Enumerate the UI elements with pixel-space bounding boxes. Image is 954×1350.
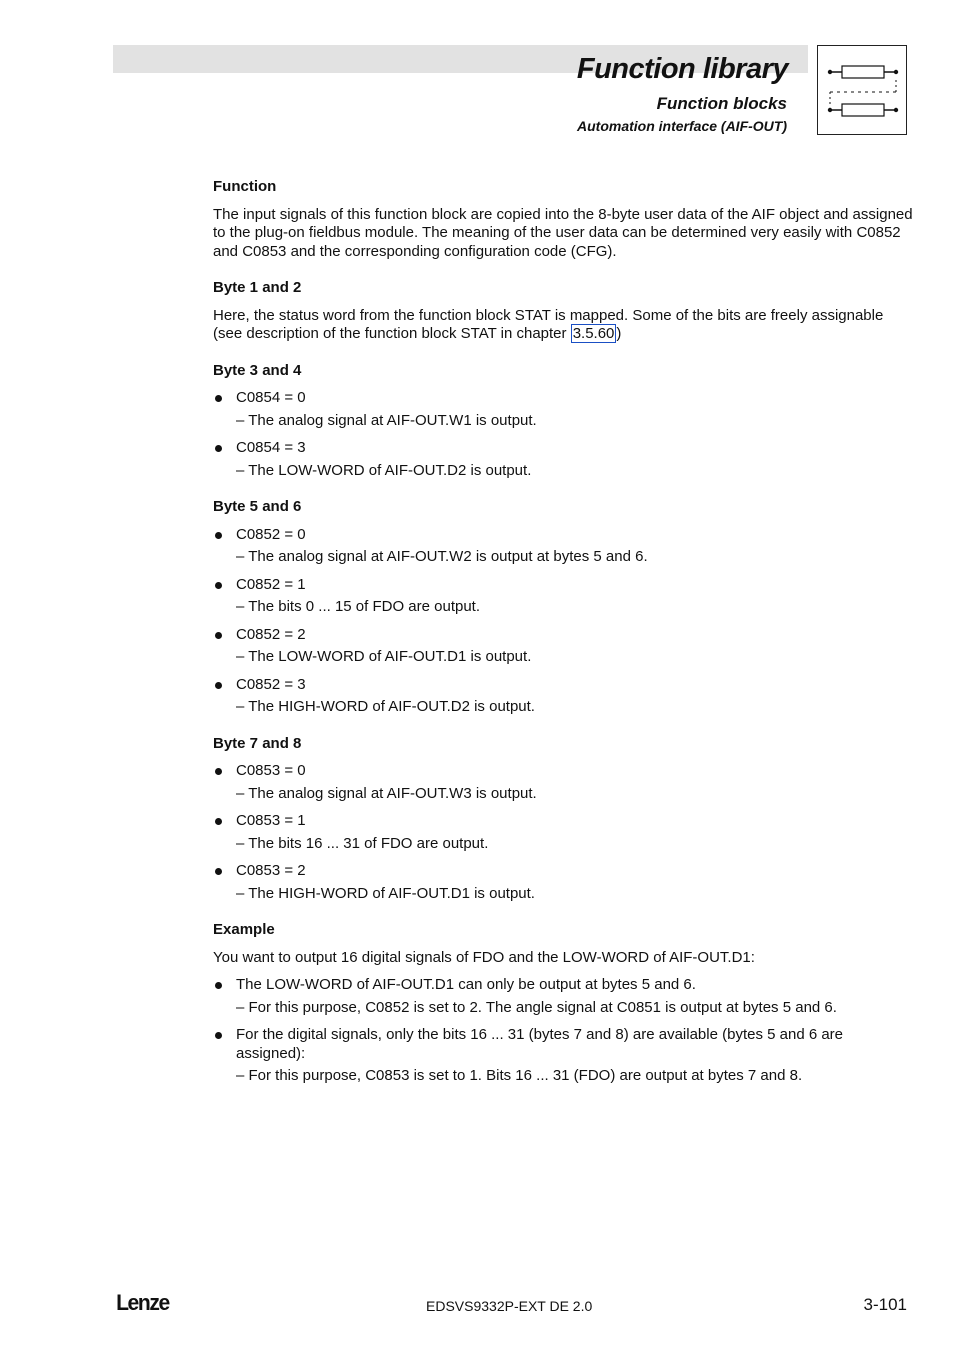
heading-byte-1-2: Byte 1 and 2	[213, 279, 302, 296]
lenze-logo: Lenze	[116, 1290, 169, 1315]
list-example	[213, 976, 913, 1086]
document-id: EDSVS9332P-EXT DE 2.0	[426, 1298, 593, 1314]
list-item: C0852 = 1 – The bits 0 ... 15 of FDO are output.	[213, 576, 913, 617]
heading-byte-5-6: Byte 5 and 6	[213, 498, 302, 515]
main-content	[213, 178, 913, 1104]
list-item: C0853 = 2 – The HIGH-WORD of AIF-OUT.D1 is output.	[213, 862, 913, 903]
heading-byte-7-8: Byte 7 and 8	[213, 734, 302, 752]
page-subtitle: Function blocks	[656, 94, 787, 113]
page-number: 3-101	[863, 1295, 907, 1314]
list-item: C0853 = 0 – The analog signal at AIF-OUT.W3 is output.	[213, 762, 913, 803]
list-byte-7-8	[213, 762, 913, 903]
paragraph-example: You want to output 16 digital signals of FDO and the LOW-WORD of AIF-OUT.D1:	[213, 948, 755, 966]
chapter-link[interactable]: 3.5.60	[572, 325, 615, 342]
list-byte-3-4	[213, 389, 913, 480]
list-byte-5-6	[213, 526, 913, 717]
heading-byte-3-4: Byte 3 and 4	[213, 361, 302, 379]
heading-function: Function	[213, 178, 277, 195]
list-item: C0852 = 3 – The HIGH-WORD of AIF-OUT.D2 is output.	[213, 676, 913, 717]
list-item: C0852 = 0 – The analog signal at AIF-OUT.W2 is output at bytes 5 and 6.	[213, 526, 913, 567]
section-title: Automation interface (AIF-OUT)	[577, 118, 787, 134]
function-block-diagram-icon	[817, 45, 907, 135]
list-item: The LOW-WORD of AIF-OUT.D1 can only be output at bytes 5 and 6. – For this purpose, C0852 is set to 2. The angle signal at C0851 is output at bytes 5 and 6.	[213, 976, 913, 1017]
paragraph-function: The input signals of this function block are copied into the 8-byte user data of the AIF object and assigned to the plug-on fieldbus module. The meaning of the user data can be determined very easily with C0852 and C0853 and the corresponding configuration code (CFG).	[213, 205, 913, 260]
list-item: For the digital signals, only the bits 16 ... 31 (bytes 7 and 8) are available (bytes 5 and 6 are assigned): – For this purpose, C0853 is set to 1. Bits 16 ... 31 (FDO) are output at bytes 7 and 8.	[213, 1026, 913, 1086]
list-item: C0853 = 1 – The bits 16 ... 31 of FDO are output.	[213, 812, 913, 853]
heading-example: Example	[213, 921, 275, 938]
page-title: Function library	[576, 53, 788, 85]
list-item: C0852 = 2 – The LOW-WORD of AIF-OUT.D1 is output.	[213, 626, 913, 667]
paragraph-byte-1-2: Here, the status word from the function block STAT is mapped. Some of the bits are freely assignable (see description of the function block STAT in chapter 3.5.60 )	[213, 306, 884, 342]
list-item: C0854 = 0 – The analog signal at AIF-OUT.W1 is output.	[213, 389, 913, 430]
list-item: C0854 = 3 – The LOW-WORD of AIF-OUT.D2 is output.	[213, 439, 913, 480]
